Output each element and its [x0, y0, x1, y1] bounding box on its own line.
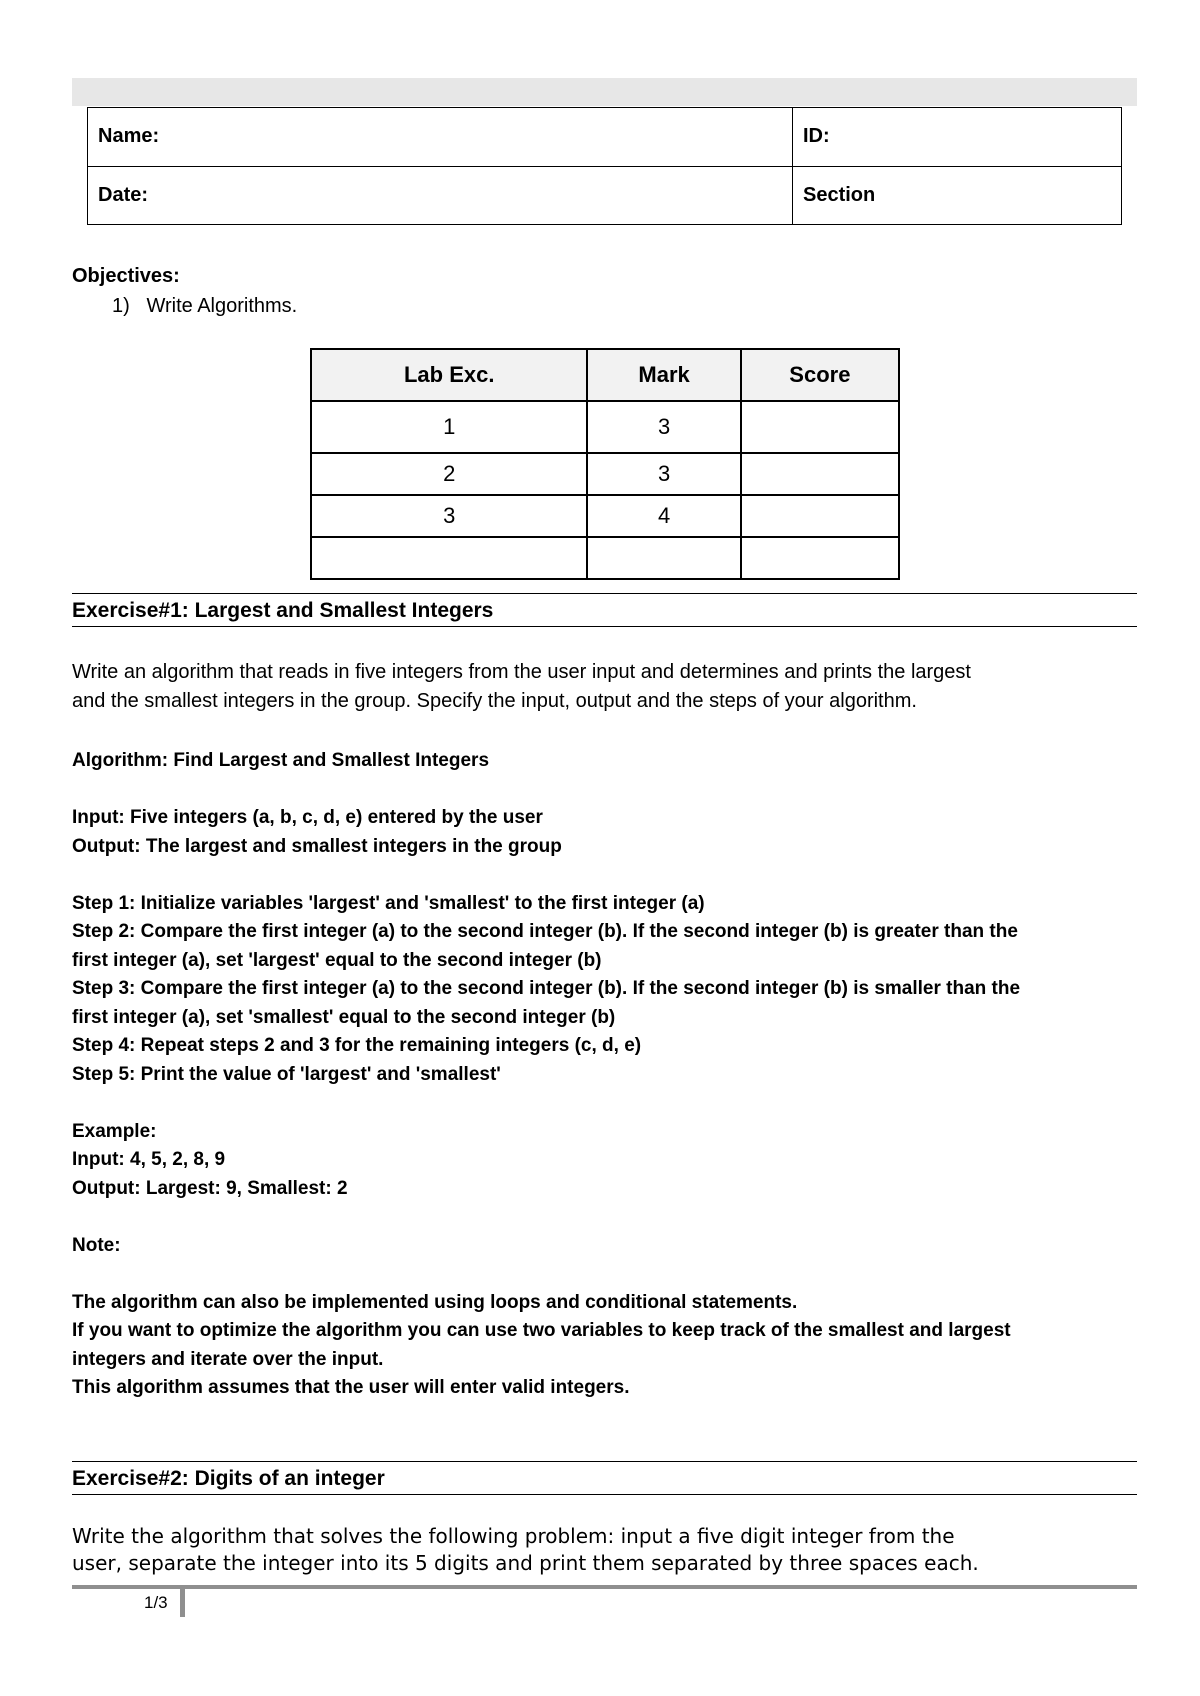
- exercise2-description: [72, 1523, 1137, 1577]
- info-row: [88, 166, 1122, 225]
- table-row: [311, 537, 899, 579]
- marks-header-row: [311, 349, 899, 401]
- lab-exc-cell: [311, 537, 587, 579]
- desc-line: and the smallest integers in the group. Specify the input, output and the steps of your algorithm.: [72, 690, 917, 712]
- note-line: integers and iterate over the input.: [72, 1348, 384, 1370]
- example-title: Example:: [72, 1120, 157, 1142]
- name-field[interactable]: Name:: [88, 108, 793, 167]
- header-mark: Mark: [587, 349, 740, 401]
- footer-divider: [72, 1585, 1137, 1589]
- mark-cell: 3: [587, 453, 740, 495]
- note-line: The algorithm can also be implemented using loops and conditional statements.: [72, 1291, 798, 1313]
- note-title: Note:: [72, 1234, 121, 1256]
- step-3-cont: first integer (a), set 'smallest' equal to the second integer (b): [72, 1006, 616, 1028]
- mark-cell: 3: [587, 401, 740, 453]
- desc-line: Write an algorithm that reads in five integers from the user input and determines and prints the largest: [72, 661, 971, 683]
- note-line: This algorithm assumes that the user will enter valid integers.: [72, 1377, 630, 1398]
- objectives: [72, 261, 297, 321]
- step-2: Step 2: Compare the first integer (a) to the second integer (b). If the second integer (b) is greater than the: [72, 921, 1018, 942]
- mark-cell: 4: [587, 495, 740, 537]
- desc-line: Write the algorithm that solves the following problem: input a five digit integer from the: [72, 1524, 955, 1548]
- step-5: Step 5: Print the value of 'largest' and 'smallest': [72, 1063, 501, 1085]
- exercise1-heading: Exercise#1: Largest and Smallest Integers: [72, 593, 1137, 627]
- step-4: Step 4: Repeat steps 2 and 3 for the remaining integers (c, d, e): [72, 1035, 642, 1056]
- example-output: Output: Largest: 9, Smallest: 2: [72, 1177, 348, 1199]
- info-row: [88, 108, 1122, 167]
- table-row: [311, 495, 899, 537]
- student-info-table: [87, 107, 1122, 225]
- exercise1-algorithm: [72, 747, 1137, 1403]
- page-number-bar: [180, 1589, 185, 1617]
- header-bar: [72, 78, 1137, 106]
- lab-exc-cell: 2: [311, 453, 587, 495]
- date-field[interactable]: Date:: [88, 166, 793, 225]
- note-line: If you want to optimize the algorithm you can use two variables to keep track of the smallest and largest: [72, 1320, 1011, 1341]
- lab-exc-cell: 3: [311, 495, 587, 537]
- objective-item: 1) Write Algorithms.: [112, 295, 298, 317]
- step-1: Step 1: Initialize variables 'largest' and 'smallest' to the first integer (a): [72, 892, 705, 914]
- objectives-title: Objectives:: [72, 265, 180, 287]
- page-number: 1/3: [144, 1593, 168, 1612]
- score-cell[interactable]: [741, 401, 899, 453]
- score-cell[interactable]: [741, 453, 899, 495]
- id-field[interactable]: ID:: [793, 108, 1122, 167]
- algorithm-output: Output: The largest and smallest integers in the group: [72, 835, 562, 857]
- mark-cell: [587, 537, 740, 579]
- exercise1-description: [72, 658, 1137, 716]
- example-input: Input: 4, 5, 2, 8, 9: [72, 1149, 226, 1170]
- score-cell[interactable]: [741, 495, 899, 537]
- desc-line: user, separate the integer into its 5 digits and print them separated by three spaces each.: [72, 1551, 979, 1575]
- header-lab-exc: Lab Exc.: [311, 349, 587, 401]
- step-2-cont: first integer (a), set 'largest' equal to the second integer (b): [72, 949, 602, 971]
- table-row: [311, 453, 899, 495]
- header-score: Score: [741, 349, 899, 401]
- table-row: [311, 401, 899, 453]
- lab-exc-cell: 1: [311, 401, 587, 453]
- exercise2-heading: Exercise#2: Digits of an integer: [72, 1461, 1137, 1495]
- section-field[interactable]: Section: [793, 166, 1122, 225]
- marks-table: [310, 348, 900, 580]
- score-cell[interactable]: [741, 537, 899, 579]
- algorithm-title: Algorithm: Find Largest and Smallest Integers: [72, 750, 490, 771]
- step-3: Step 3: Compare the first integer (a) to the second integer (b). If the second integer (b) is smaller than the: [72, 978, 1021, 999]
- algorithm-input: Input: Five integers (a, b, c, d, e) entered by the user: [72, 807, 543, 828]
